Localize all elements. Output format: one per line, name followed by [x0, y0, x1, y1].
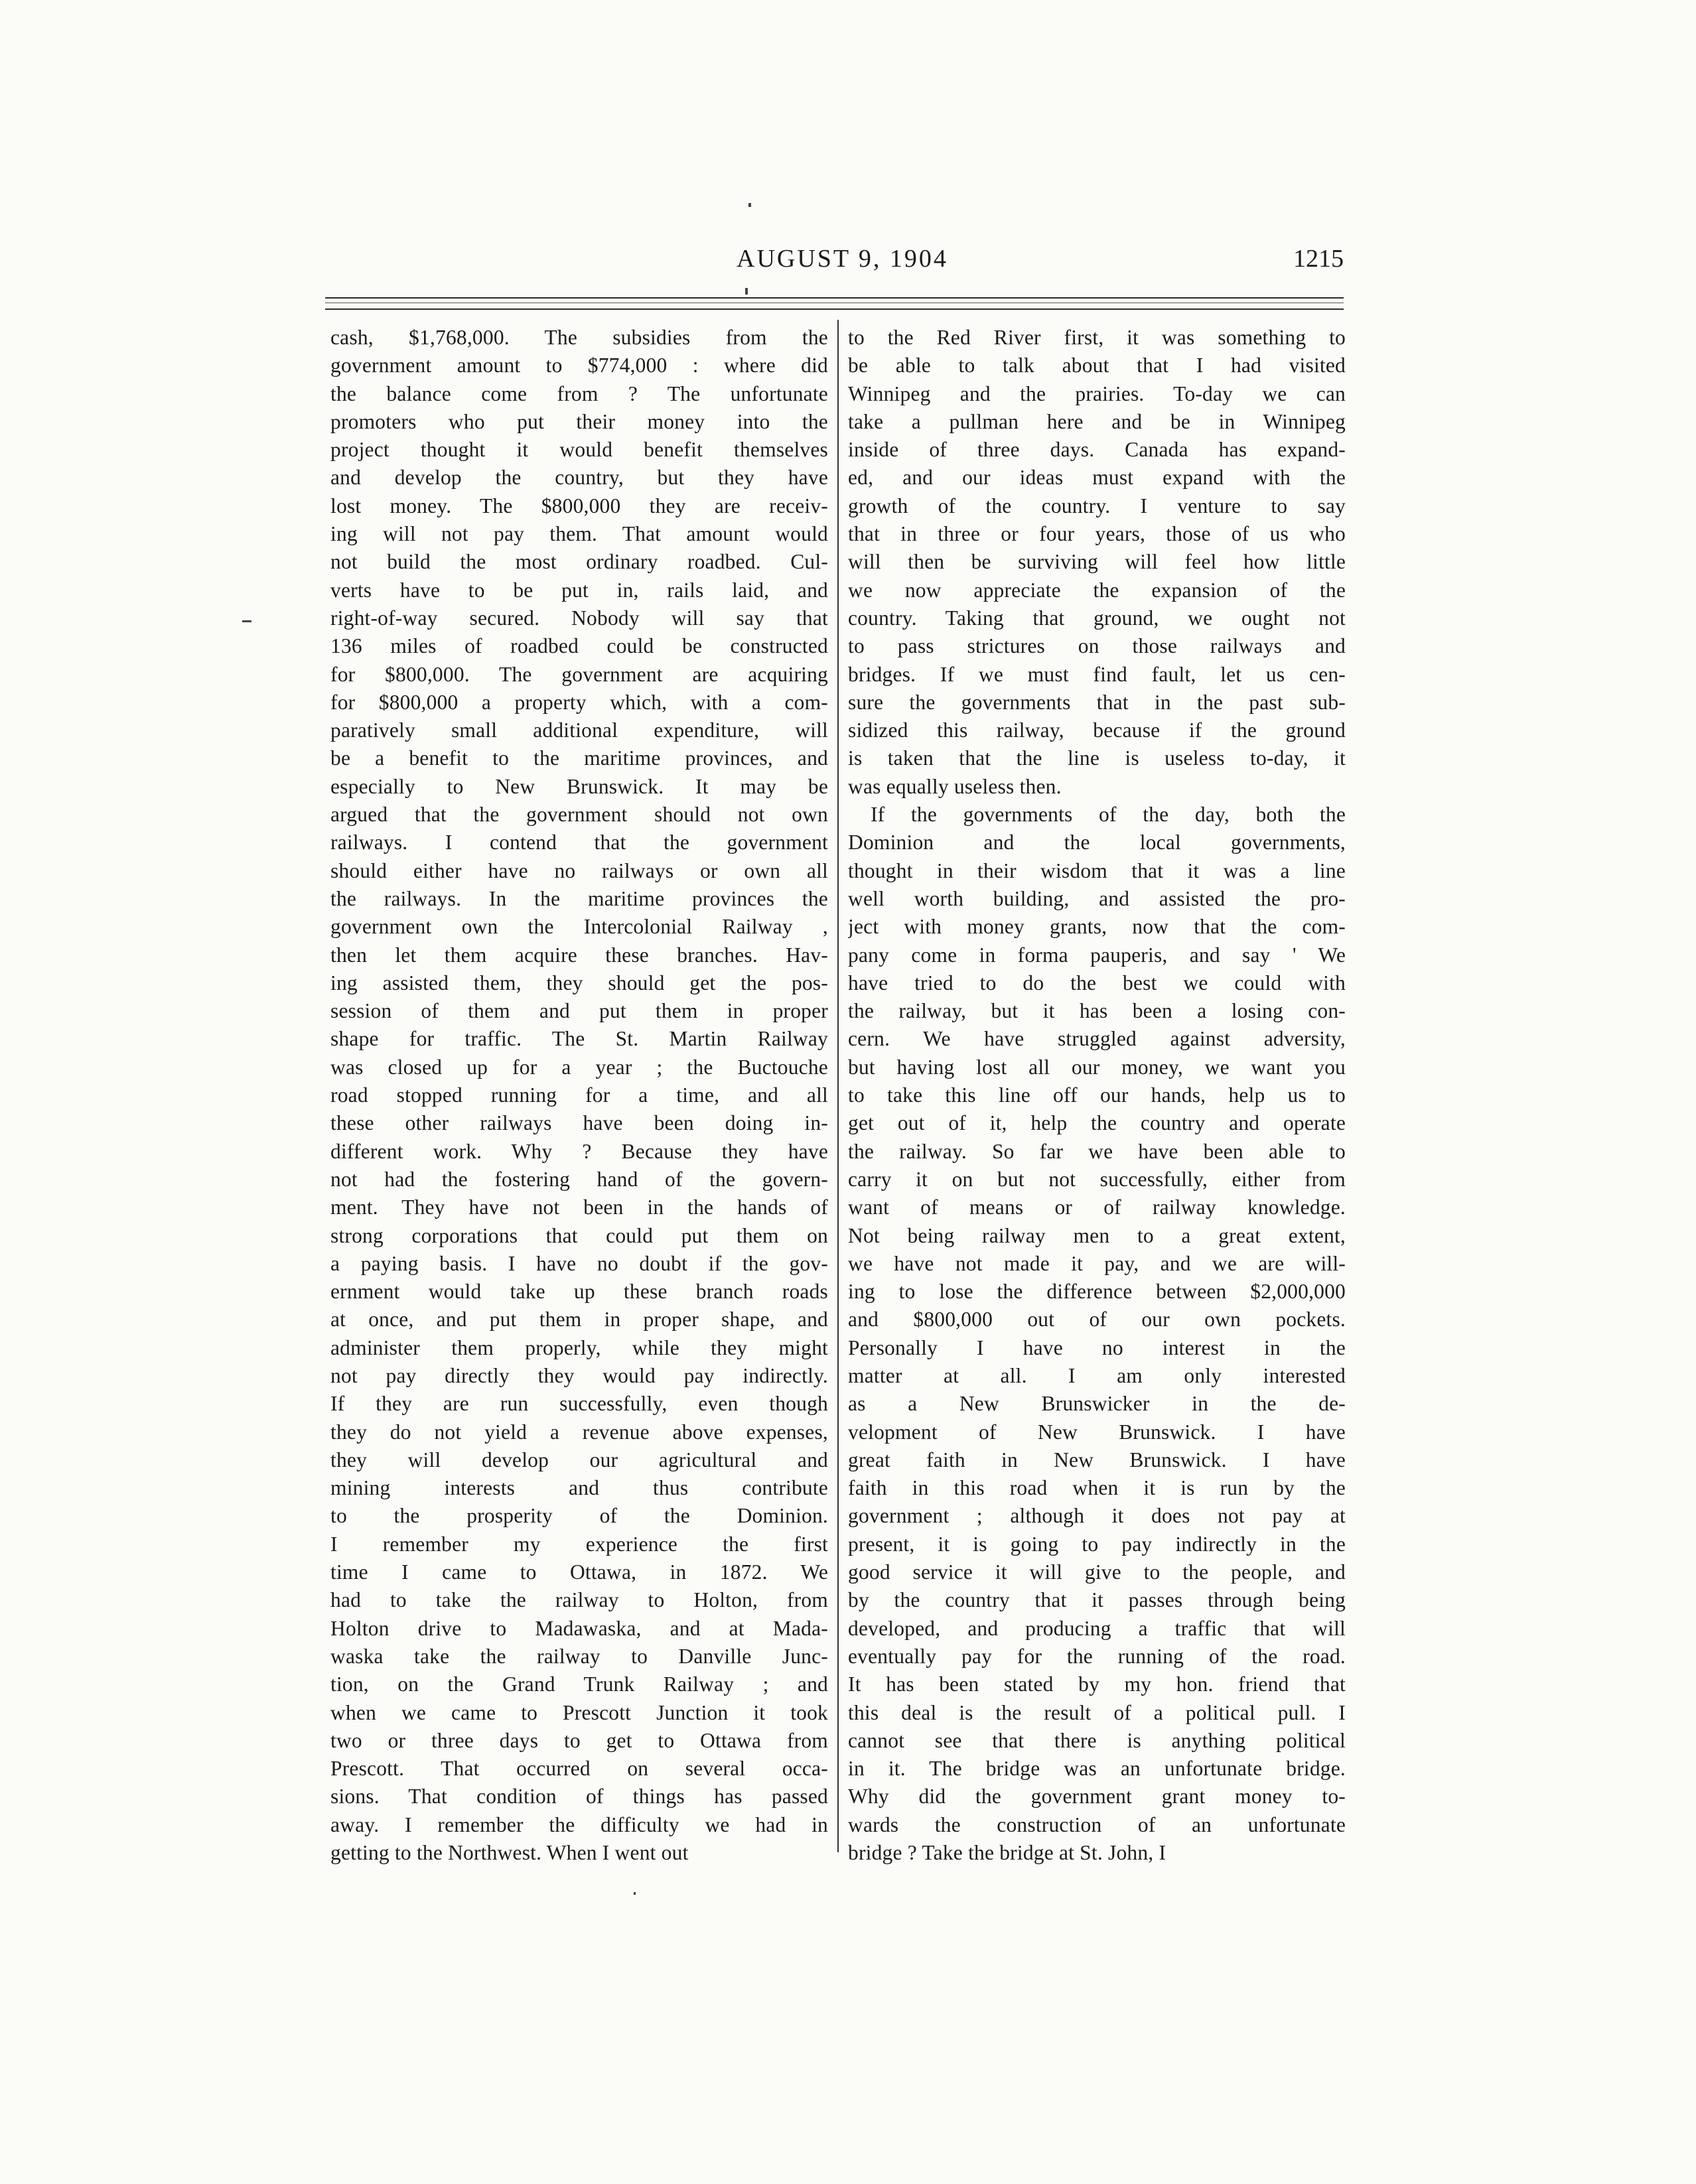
- text-line: Winnipeg and the prairies. To-day we can: [848, 381, 1346, 405]
- text-line: two or three days to get to Ottawa from: [330, 1728, 828, 1752]
- page-header: [325, 244, 1344, 284]
- text-line: government amount to $774,000 : where did: [330, 354, 828, 377]
- text-line: ment. They have not been in the hands of: [330, 1195, 828, 1219]
- text-line: ernment would take up these branch roads: [330, 1280, 828, 1304]
- text-line: Holton drive to Madawaska, and at Mada-: [330, 1616, 828, 1640]
- text-line: had to take the railway to Holton, from: [330, 1588, 828, 1612]
- text-line: at once, and put them in proper shape, and: [330, 1308, 828, 1331]
- text-line: not build the most ordinary roadbed. Cul-: [330, 550, 828, 574]
- text-line: shape for traffic. The St. Martin Railway: [330, 1027, 828, 1051]
- text-line: railways. I contend that the government: [330, 831, 828, 854]
- text-line: away. I remember the difficulty we had in: [330, 1812, 828, 1836]
- text-line: want of means or of railway knowledge.: [848, 1195, 1346, 1219]
- text-line: cannot see that there is anything political: [848, 1728, 1346, 1752]
- text-line: Personally I have no interest in the: [848, 1335, 1346, 1359]
- text-line: when we came to Prescott Junction it took: [330, 1700, 828, 1724]
- text-line: argued that the government should not own: [330, 803, 828, 827]
- text-line: to take this line off our hands, help us to: [848, 1083, 1346, 1107]
- header-date: AUGUST 9, 1904: [737, 245, 948, 273]
- text-line: present, it is going to pay indirectly in the: [848, 1532, 1346, 1556]
- column-divider: [837, 320, 839, 1852]
- text-line: faith in this road when it is run by the: [848, 1476, 1346, 1500]
- text-line: cash, $1,768,000. The subsidies from the: [330, 326, 828, 349]
- text-line: we have not made it pay, and we are will-: [848, 1251, 1346, 1275]
- text-line: cern. We have struggled against adversity,: [848, 1027, 1346, 1051]
- text-line: Dominion and the local governments,: [848, 831, 1346, 854]
- text-line: be a benefit to the maritime provinces, and: [330, 746, 828, 770]
- text-line: country. Taking that ground, we ought not: [848, 606, 1346, 630]
- text-line: that in three or four years, those of us who: [848, 522, 1346, 546]
- text-line: road stopped running for a time, and all: [330, 1083, 828, 1107]
- scan-speck: [745, 288, 748, 295]
- text-line: the railway. So far we have been able to: [848, 1139, 1346, 1163]
- header-rule: [325, 297, 1344, 299]
- text-line: to pass strictures on those railways and: [848, 634, 1346, 658]
- text-line: ing to lose the difference between $2,000,000: [848, 1280, 1346, 1304]
- text-line: as a New Brunswicker in the de-: [848, 1392, 1346, 1416]
- text-line: not pay directly they would pay indirectly.: [330, 1363, 828, 1387]
- text-line: for $800,000 a property which, with a com-: [330, 690, 828, 714]
- text-line: this deal is the result of a political pull. I: [848, 1700, 1346, 1724]
- text-line: they will develop our agricultural and: [330, 1448, 828, 1471]
- text-line: mining interests and thus contribute: [330, 1476, 828, 1500]
- text-line: to the Red River first, it was something to: [848, 326, 1346, 349]
- text-line: velopment of New Brunswick. I have: [848, 1420, 1346, 1444]
- text-line: should either have no railways or own all: [330, 858, 828, 882]
- text-line: developed, and producing a traffic that will: [848, 1616, 1346, 1640]
- text-line: take a pullman here and be in Winnipeg: [848, 409, 1346, 433]
- text-line: ed, and our ideas must expand with the: [848, 466, 1346, 490]
- text-line: carry it on but not successfully, either from: [848, 1167, 1346, 1191]
- text-line: then let them acquire these branches. Hav-: [330, 943, 828, 967]
- text-line: time I came to Ottawa, in 1872. We: [330, 1560, 828, 1584]
- text-line: I remember my experience the first: [330, 1532, 828, 1556]
- page-number: 1215: [1293, 245, 1344, 273]
- text-line: session of them and put them in proper: [330, 999, 828, 1023]
- text-line: get out of it, help the country and operate: [848, 1111, 1346, 1135]
- text-line: be able to talk about that I had visited: [848, 354, 1346, 377]
- text-line: project thought it would benefit themselves: [330, 438, 828, 462]
- text-line: eventually pay for the running of the road.: [848, 1644, 1346, 1668]
- scan-speck: [748, 203, 751, 207]
- text-line: government own the Intercolonial Railway ,: [330, 915, 828, 939]
- text-line: was equally useless then.: [848, 774, 1062, 798]
- text-line: and $800,000 out of our own pockets.: [848, 1308, 1346, 1331]
- text-line: ing assisted them, they should get the pos-: [330, 971, 828, 994]
- text-line: in it. The bridge was an unfortunate bridge.: [848, 1757, 1346, 1781]
- text-line: for $800,000. The government are acquiring: [330, 662, 828, 686]
- text-line: bridges. If we must find fault, let us cen-: [848, 662, 1346, 686]
- text-line: good service it will give to the people, and: [848, 1560, 1346, 1584]
- text-line: but having lost all our money, we want you: [848, 1055, 1346, 1079]
- text-line: by the country that it passes through being: [848, 1588, 1346, 1612]
- text-line: these other railways have been doing in-: [330, 1111, 828, 1135]
- text-line: Prescott. That occurred on several occa-: [330, 1757, 828, 1781]
- left-text-column: [330, 324, 828, 1867]
- text-line: administer them properly, while they might: [330, 1335, 828, 1359]
- text-line: bridge ? Take the bridge at St. John, I: [848, 1841, 1166, 1865]
- text-line: great faith in New Brunswick. I have: [848, 1448, 1346, 1471]
- text-line: is taken that the line is useless to-day, it: [848, 746, 1346, 770]
- scan-speck: [634, 1892, 636, 1895]
- text-line: we now appreciate the expansion of the: [848, 578, 1346, 602]
- text-line: paratively small additional expenditure, will: [330, 718, 828, 742]
- text-line: 136 miles of roadbed could be constructed: [330, 634, 828, 658]
- text-line: If they are run successfully, even though: [330, 1392, 828, 1416]
- text-line: sions. That condition of things has passed: [330, 1785, 828, 1809]
- text-line: to the prosperity of the Dominion.: [330, 1504, 828, 1528]
- text-line: pany come in forma pauperis, and say ' We: [848, 943, 1346, 967]
- text-line: government ; although it does not pay at: [848, 1504, 1346, 1528]
- text-line: sidized this railway, because if the ground: [848, 718, 1346, 742]
- text-line: wards the construction of an unfortunate: [848, 1812, 1346, 1836]
- text-line: verts have to be put in, rails laid, and: [330, 578, 828, 602]
- text-line: Not being railway men to a great extent,: [848, 1223, 1346, 1247]
- text-line: will then be surviving will feel how little: [848, 550, 1346, 574]
- text-line: sure the governments that in the past sub-: [848, 690, 1346, 714]
- text-line: thought in their wisdom that it was a line: [848, 858, 1346, 882]
- text-line: they do not yield a revenue above expenses,: [330, 1420, 828, 1444]
- text-line: the railways. In the maritime provinces the: [330, 886, 828, 910]
- text-line: tion, on the Grand Trunk Railway ; and: [330, 1672, 828, 1696]
- text-line: ing will not pay them. That amount would: [330, 522, 828, 546]
- text-line: promoters who put their money into the: [330, 409, 828, 433]
- text-line: especially to New Brunswick. It may be: [330, 774, 828, 798]
- text-line: and develop the country, but they have: [330, 466, 828, 490]
- right-text-column: [848, 324, 1346, 1867]
- text-line: inside of three days. Canada has expand-: [848, 438, 1346, 462]
- text-line: getting to the Northwest. When I went out: [330, 1841, 689, 1865]
- text-line: a paying basis. I have no doubt if the gov-: [330, 1251, 828, 1275]
- text-line: not had the fostering hand of the govern-: [330, 1167, 828, 1191]
- text-line: was closed up for a year ; the Buctouche: [330, 1055, 828, 1079]
- text-line: right-of-way secured. Nobody will say that: [330, 606, 828, 630]
- text-line: the railway, but it has been a losing con-: [848, 999, 1346, 1023]
- text-line: strong corporations that could put them on: [330, 1223, 828, 1247]
- text-line: the balance come from ? The unfortunate: [330, 381, 828, 405]
- text-line: lost money. The $800,000 they are receiv-: [330, 494, 828, 517]
- text-line: different work. Why ? Because they have: [330, 1139, 828, 1163]
- text-line: It has been stated by my hon. friend that: [848, 1672, 1346, 1696]
- text-line: matter at all. I am only interested: [848, 1363, 1346, 1387]
- text-line: growth of the country. I venture to say: [848, 494, 1346, 517]
- text-line: Why did the government grant money to-: [848, 1785, 1346, 1809]
- text-line: well worth building, and assisted the pro-: [848, 886, 1346, 910]
- text-line: have tried to do the best we could with: [848, 971, 1346, 994]
- text-line: ject with money grants, now that the com-: [848, 915, 1346, 939]
- header-rule: [325, 308, 1344, 310]
- margin-mark: [242, 620, 251, 622]
- text-line: waska take the railway to Danville Junc-: [330, 1644, 828, 1668]
- text-line: If the governments of the day, both the: [871, 803, 1346, 827]
